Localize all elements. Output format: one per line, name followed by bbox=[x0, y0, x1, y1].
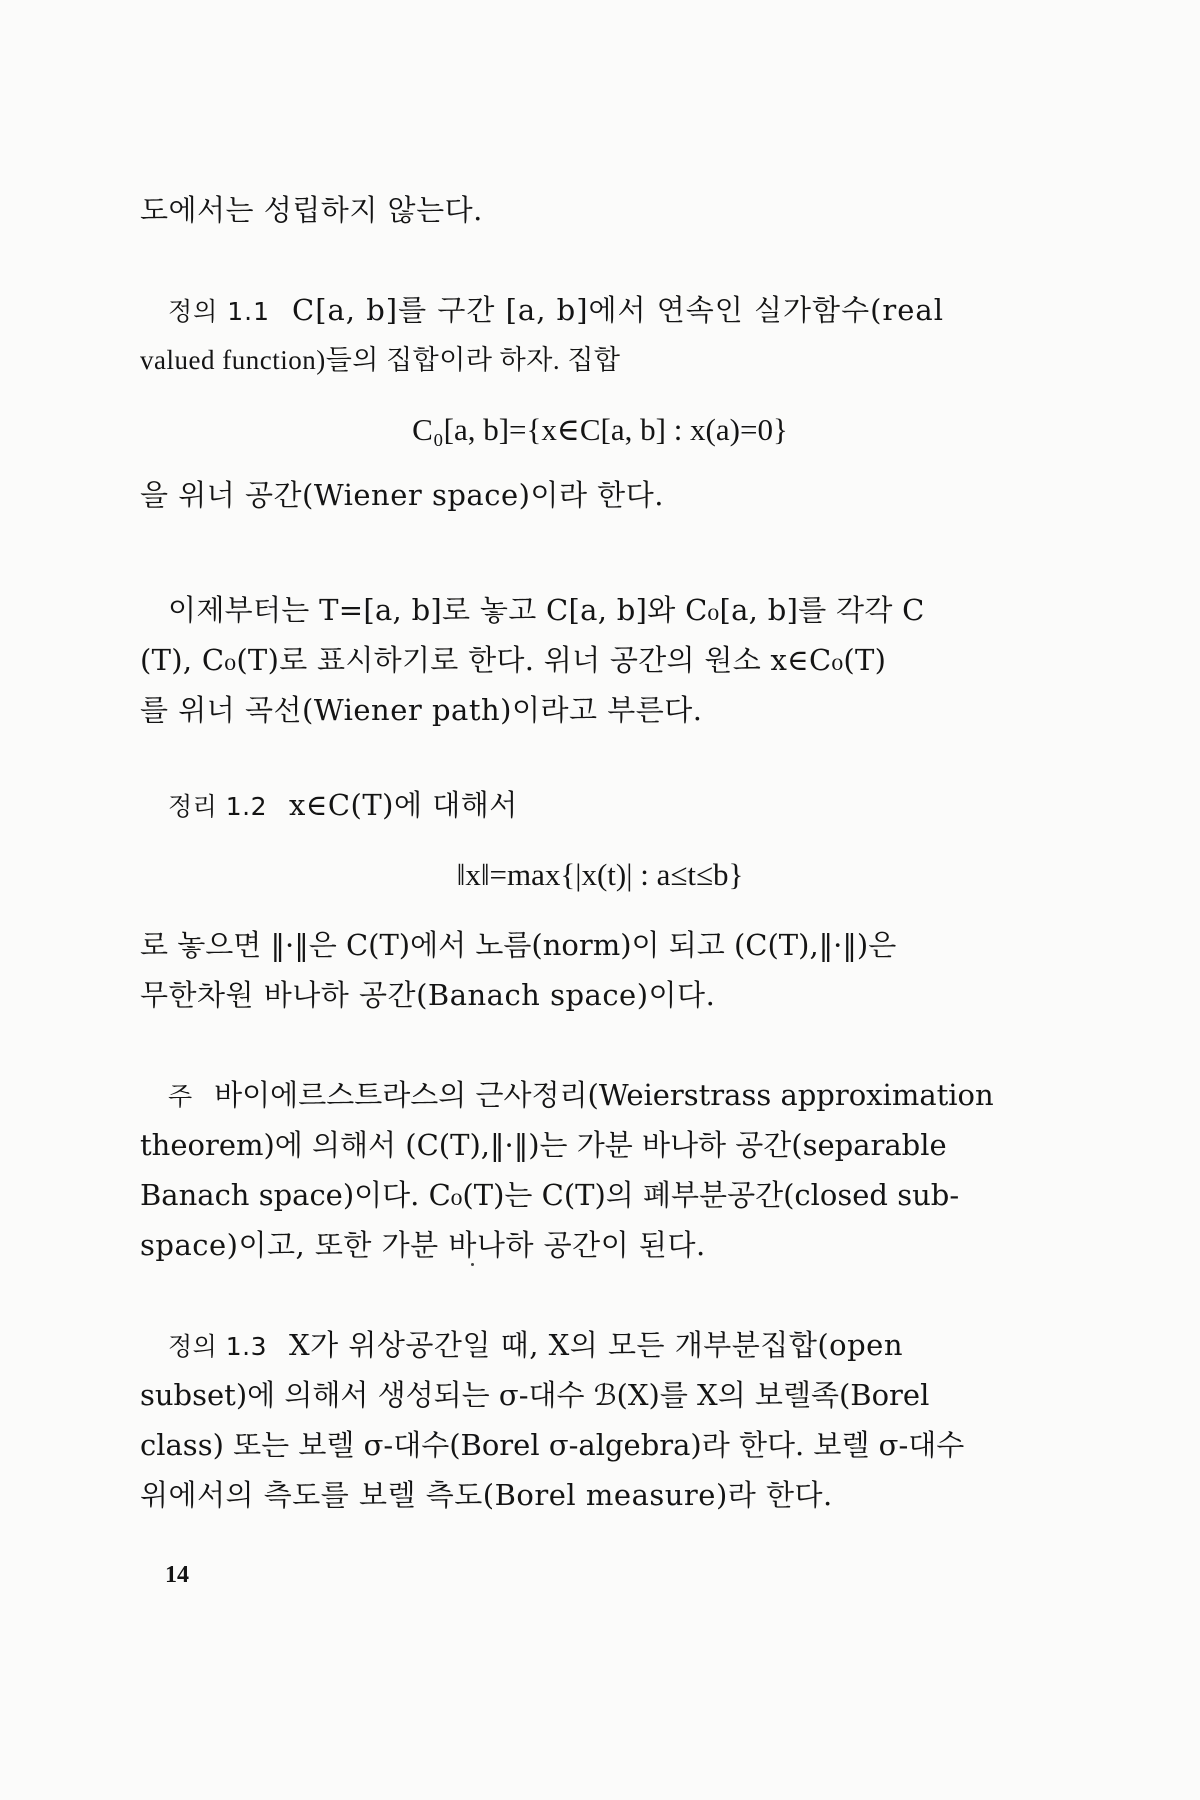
theorem-1-2-line-2 bbox=[140, 920, 1035, 970]
theorem-1-2-label: 정리 1.2 bbox=[168, 792, 268, 821]
remark-line-3 bbox=[140, 1170, 1035, 1220]
notation-text-2: (T), C₀(T)로 표시하기로 한다. 위너 공간의 원소 x∈C₀(T) bbox=[140, 643, 887, 677]
remark-text-3: Banach space)이다. C₀(T)는 C(T)의 폐부분공간(closed sub- bbox=[140, 1178, 960, 1212]
notation-text-3: 를 위너 곡선(Wiener path)이라고 부른다. bbox=[140, 693, 703, 727]
definition-1-3-text-2: subset)에 의해서 생성되는 σ-대수 ℬ(X)를 X의 보렐족(Borel bbox=[140, 1378, 930, 1412]
remark-line-2 bbox=[140, 1120, 1035, 1170]
theorem-1-2-text-1: x∈C(T)에 대해서 bbox=[289, 788, 518, 822]
theorem-1-2-line-1 bbox=[140, 780, 1063, 832]
remark-line-1 bbox=[140, 1070, 1063, 1122]
intro-line bbox=[140, 185, 1035, 235]
sup-norm-formula-text: ‖x‖=max{|x(t)| : a≤t≤b} bbox=[456, 857, 744, 892]
definition-1-3-label: 정의 1.3 bbox=[168, 1332, 268, 1361]
notation-line-2 bbox=[140, 635, 1035, 685]
definition-1-1-label: 정의 1.1 bbox=[168, 297, 271, 326]
definition-1-3-line-2 bbox=[140, 1370, 1035, 1420]
notation-text-1: 이제부터는 T=[a, b]로 놓고 C[a, b]와 C₀[a, b]를 각각 C bbox=[168, 593, 925, 627]
wiener-space-formula bbox=[0, 405, 1200, 455]
definition-1-1-line-1 bbox=[140, 285, 1063, 337]
theorem-1-2-text-3: 무한차원 바나하 공간(Banach space)이다. bbox=[140, 978, 716, 1012]
remark-text-4: space)이고, 또한 가분 바나하 공간이 된다. bbox=[140, 1228, 706, 1262]
remark-text-2: theorem)에 의해서 (C(T),‖·‖)는 가분 바나하 공간(separable bbox=[140, 1128, 947, 1162]
definition-1-3-text-4: 위에서의 측도를 보렐 측도(Borel measure)라 한다. bbox=[140, 1478, 833, 1512]
definition-1-3-text-1: X가 위상공간일 때, X의 모든 개부분집합(open bbox=[289, 1328, 904, 1362]
definition-1-3-line-4 bbox=[140, 1470, 1035, 1520]
theorem-1-2-line-3 bbox=[140, 970, 1035, 1020]
page-number: 14 bbox=[165, 1562, 189, 1588]
definition-1-1-line-3 bbox=[140, 470, 1035, 520]
theorem-1-2-text-2: 로 놓으면 ‖·‖은 C(T)에서 노름(norm)이 되고 (C(T),‖·‖)은 bbox=[140, 928, 897, 962]
notation-line-1 bbox=[140, 585, 1063, 635]
remark-line-4 bbox=[140, 1220, 1035, 1270]
definition-1-3-line-1 bbox=[140, 1320, 1063, 1372]
definition-1-1-text-1: C[a, b]를 구간 [a, b]에서 연속인 실가함수(real bbox=[292, 293, 944, 327]
print-speck bbox=[471, 1263, 474, 1266]
definition-1-3-text-3: class) 또는 보렐 σ-대수(Borel σ-algebra)라 한다. 보렐 σ-대수 bbox=[140, 1428, 965, 1462]
intro-text: 도에서는 성립하지 않는다. bbox=[140, 193, 483, 227]
remark-label: 주 bbox=[168, 1082, 193, 1111]
definition-1-3-line-3 bbox=[140, 1420, 1035, 1470]
definition-1-1-text-2: valued function)들의 집합이라 하자. 집합 bbox=[140, 345, 621, 375]
definition-1-1-text-3: 을 위너 공간(Wiener space)이라 한다. bbox=[140, 478, 664, 512]
wiener-space-formula-text: C₀[a, b]={x∈C[a, b] : x(a)=0} bbox=[412, 412, 788, 447]
notation-line-3 bbox=[140, 685, 1035, 735]
sup-norm-formula bbox=[0, 850, 1200, 900]
remark-text-1: 바이에르스트라스의 근사정리(Weierstrass approximation bbox=[214, 1078, 994, 1112]
definition-1-1-line-2 bbox=[140, 335, 1035, 385]
